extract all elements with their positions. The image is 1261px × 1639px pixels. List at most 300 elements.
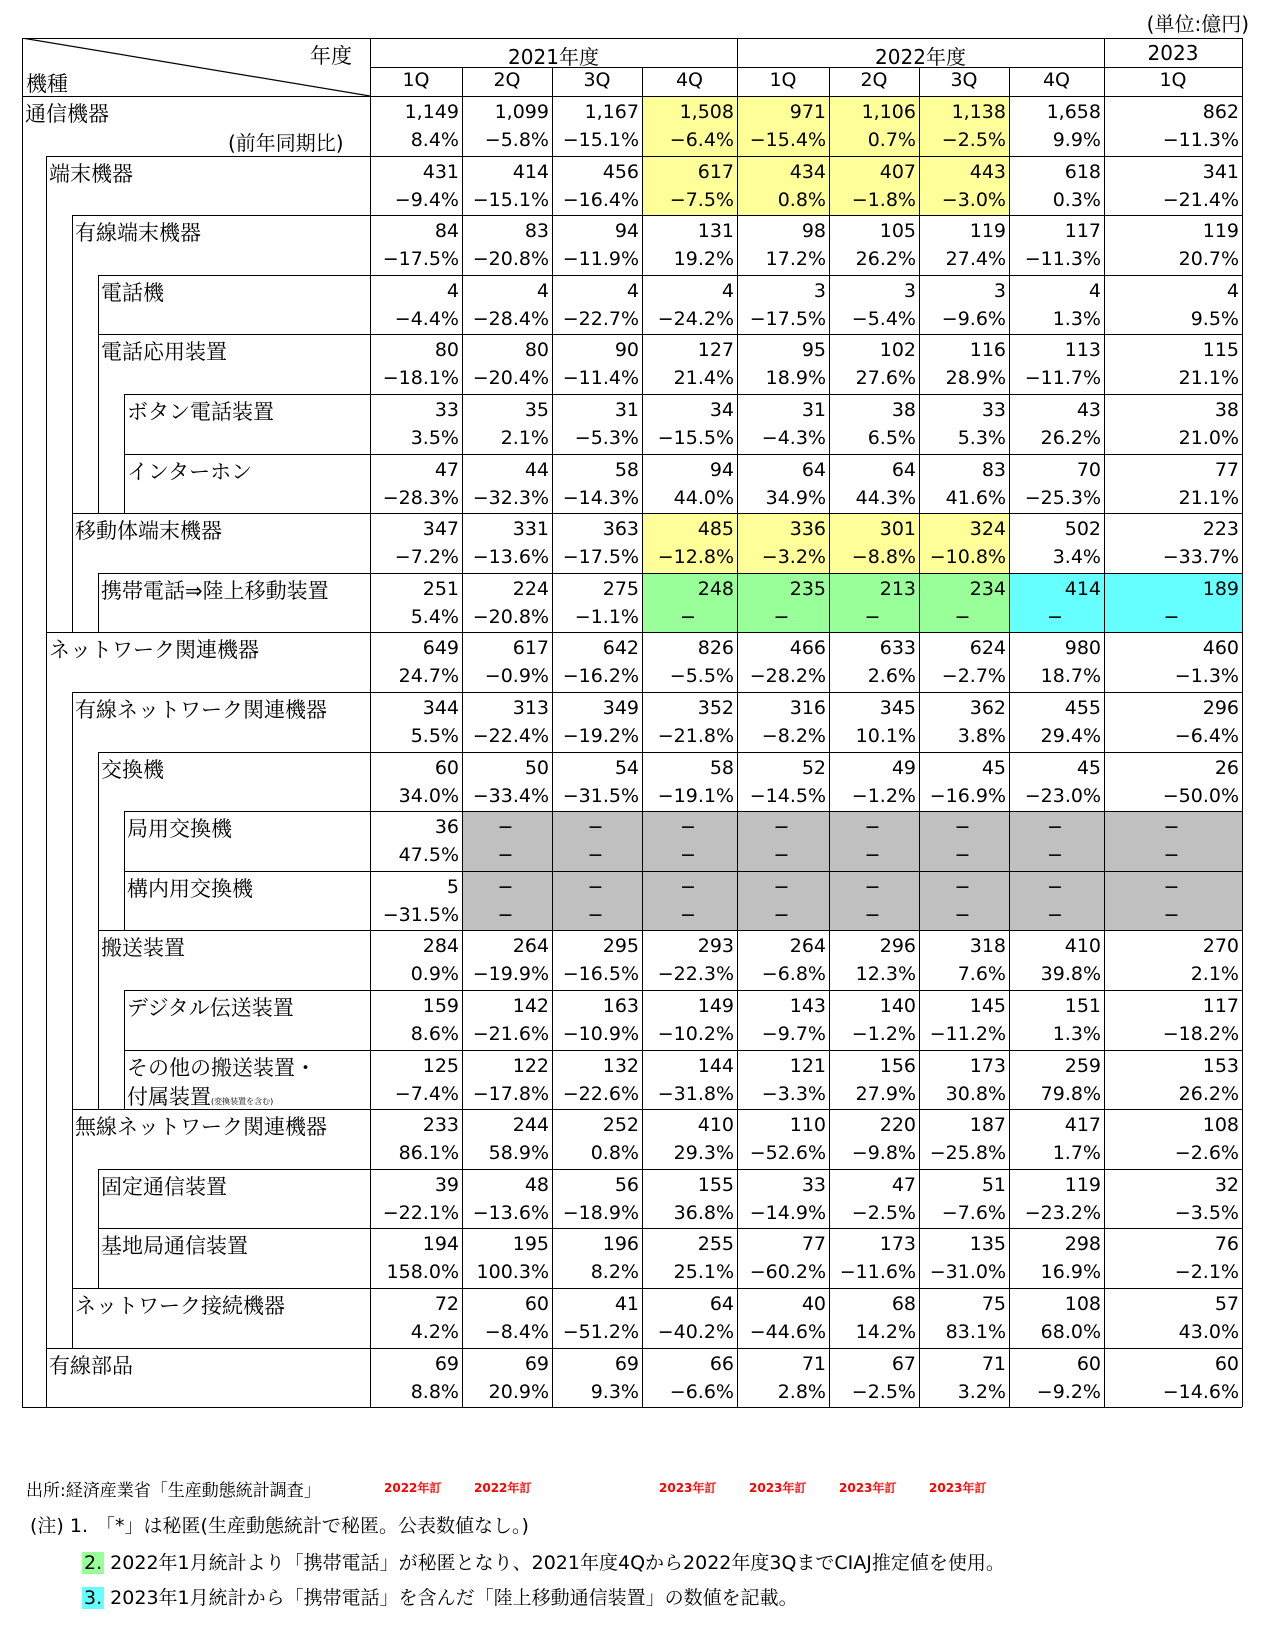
value-cell: 407: [879, 160, 916, 183]
pct-cell: 3.8%: [957, 725, 1006, 747]
pct-cell: −22.6%: [562, 1082, 639, 1105]
pct-cell: 47.5%: [398, 844, 459, 867]
grid-line: [46, 156, 47, 1408]
pct-cell: −5.3%: [574, 427, 639, 449]
row-label: 移動体端末機器: [75, 519, 222, 544]
quarter-header: 3Q: [950, 69, 978, 91]
pct-cell: −: [864, 605, 881, 628]
header-diagonal: [22, 38, 370, 96]
value-cell: 153: [1202, 1054, 1239, 1077]
grid-line: [98, 573, 1242, 574]
value-cell: 122: [512, 1054, 549, 1077]
pct-cell: 158.0%: [386, 1261, 459, 1284]
value-cell: 642: [602, 637, 639, 660]
pct-cell: 41.6%: [945, 486, 1006, 509]
pct-cell: 20.7%: [1178, 248, 1239, 271]
pct-cell: 29.3%: [673, 1142, 734, 1165]
pct-cell: 29.4%: [1040, 725, 1101, 747]
pct-cell: −24.2%: [657, 307, 734, 330]
value-cell: 26: [1214, 756, 1239, 779]
value-cell: 105: [879, 220, 916, 243]
pct-cell: −9.7%: [761, 1023, 826, 1045]
value-cell: 60: [434, 756, 459, 779]
grid-line: [124, 811, 125, 871]
value-cell: 255: [697, 1233, 734, 1256]
value-cell: 125: [422, 1054, 459, 1077]
row-label: 局用交換機: [127, 817, 232, 842]
value-cell: 296: [879, 935, 916, 958]
value-cell: 67: [891, 1352, 916, 1375]
pct-cell: −8.2%: [761, 725, 826, 747]
value-cell: 624: [969, 637, 1006, 660]
value-cell: 633: [879, 637, 916, 660]
pct-cell: 2.8%: [777, 1380, 826, 1403]
revision-mark: 2023年訂: [839, 1481, 897, 1495]
value-cell: 40: [801, 1293, 826, 1315]
pct-cell: −: [1163, 605, 1180, 628]
value-cell: 3: [813, 279, 826, 302]
grid-line: [98, 275, 1242, 276]
value-cell: 51: [981, 1173, 1006, 1196]
value-cell: 64: [891, 458, 916, 481]
grid-line: [124, 394, 1242, 395]
row-label: その他の搬送装置・: [127, 1055, 316, 1080]
pct-cell: 1.3%: [1052, 307, 1101, 330]
grid-line: [72, 1288, 73, 1348]
pct-cell: 19.2%: [673, 248, 734, 271]
value-cell: 341: [1202, 160, 1239, 183]
value-cell: 64: [801, 458, 826, 481]
pct-cell: −44.6%: [749, 1321, 826, 1343]
pct-cell: −: [587, 903, 604, 926]
value-cell: 31: [614, 399, 639, 421]
pct-cell: −7.5%: [669, 188, 734, 211]
value-cell: 60: [524, 1293, 549, 1315]
value-cell: 284: [422, 935, 459, 958]
pct-cell: 68.0%: [1040, 1321, 1101, 1343]
pct-cell: −: [864, 903, 881, 926]
value-cell: 414: [1064, 577, 1101, 600]
unit-label: (単位:億円): [1146, 12, 1249, 36]
row-label: ネットワーク関連機器: [49, 638, 259, 663]
pct-cell: −17.5%: [562, 546, 639, 569]
value-cell: 298: [1064, 1233, 1101, 1256]
value-cell: 4: [626, 279, 639, 302]
value-cell: 75: [981, 1293, 1006, 1315]
pct-cell: −2.5%: [941, 129, 1006, 151]
pct-cell: 1.7%: [1052, 1142, 1101, 1165]
value-cell: −: [1047, 816, 1063, 839]
pct-cell: −9.8%: [851, 1142, 916, 1165]
pct-cell: −16.9%: [929, 784, 1006, 807]
pct-cell: −: [773, 844, 790, 867]
value-cell: 38: [891, 399, 916, 421]
pct-cell: −22.7%: [562, 307, 639, 330]
grid-line: [98, 573, 99, 633]
grid-line: [124, 871, 1242, 872]
grid-line: [1009, 67, 1010, 1407]
pct-cell: −17.8%: [472, 1082, 549, 1105]
pct-cell: 43.0%: [1178, 1321, 1239, 1343]
value-cell: 264: [512, 935, 549, 958]
pct-cell: −: [680, 605, 696, 628]
value-cell: 144: [697, 1054, 734, 1077]
pct-cell: 5.5%: [410, 725, 459, 747]
pct-cell: 36.8%: [673, 1201, 734, 1224]
pct-cell: −25.8%: [929, 1142, 1006, 1165]
pct-cell: 26.2%: [1178, 1082, 1239, 1105]
value-cell: 143: [789, 995, 826, 1017]
pct-cell: −18.9%: [562, 1201, 639, 1224]
value-cell: 4: [536, 279, 549, 302]
value-cell: 127: [697, 339, 734, 362]
grid-line: [462, 67, 463, 1407]
row-label: 通信機器: [25, 102, 109, 126]
grid-line: [98, 752, 1242, 753]
value-cell: 110: [789, 1114, 826, 1137]
value-cell: 259: [1064, 1054, 1101, 1077]
value-cell: −: [587, 875, 604, 898]
value-cell: 142: [512, 995, 549, 1017]
grid-line: [72, 215, 73, 275]
value-cell: 159: [422, 995, 459, 1017]
value-cell: 410: [697, 1114, 734, 1137]
value-cell: 33: [981, 399, 1006, 421]
pct-cell: −19.1%: [657, 784, 734, 807]
pct-cell: −15.1%: [472, 188, 549, 211]
pct-cell: −1.3%: [1174, 665, 1239, 688]
pct-cell: −51.2%: [562, 1321, 639, 1343]
grid-line: [98, 930, 99, 990]
pct-cell: −17.5%: [749, 307, 826, 330]
value-cell: 31: [801, 399, 826, 421]
grid-line: [46, 632, 47, 692]
grid-line: [124, 454, 125, 514]
pct-cell: −11.3%: [1024, 248, 1101, 271]
pct-cell: 10.1%: [855, 725, 916, 747]
value-cell: −: [954, 875, 971, 898]
pct-cell: −25.3%: [1024, 486, 1101, 509]
pct-cell: −6.4%: [1174, 725, 1239, 747]
value-cell: 69: [434, 1352, 459, 1375]
value-cell: 54: [614, 756, 639, 779]
grid-line: [22, 38, 23, 1407]
value-cell: 69: [524, 1352, 549, 1375]
pct-cell: 2.1%: [1190, 963, 1239, 986]
pct-cell: −31.8%: [657, 1082, 734, 1105]
pct-cell: 17.2%: [765, 248, 826, 271]
pct-cell: −3.2%: [761, 546, 826, 569]
pct-cell: 8.6%: [410, 1023, 459, 1045]
value-cell: 5: [446, 875, 459, 898]
value-cell: 233: [422, 1114, 459, 1137]
pct-cell: 21.0%: [1178, 427, 1239, 449]
pct-cell: −19.2%: [562, 725, 639, 747]
row-label: ネットワーク接続機器: [75, 1294, 285, 1318]
pct-cell: −6.4%: [669, 129, 734, 151]
value-cell: 60: [1214, 1352, 1239, 1375]
grid-line: [72, 513, 1242, 514]
value-cell: 77: [801, 1233, 826, 1256]
grid-line: [1104, 38, 1105, 1407]
grid-line: [98, 930, 1242, 931]
value-cell: 156: [879, 1054, 916, 1077]
pct-cell: 27.9%: [855, 1082, 916, 1105]
footnote-text: 2023年1月統計から「携帯電話」を含んだ「陸上移動通信装置」の数値を記載。: [104, 1587, 798, 1609]
grid-line: [46, 1348, 1242, 1349]
pct-cell: −7.4%: [394, 1082, 459, 1105]
pct-cell: 5.4%: [410, 605, 459, 628]
row-sublabel: (前年同期比): [228, 131, 344, 155]
value-cell: 140: [879, 995, 916, 1017]
value-cell: 115: [1202, 339, 1239, 362]
pct-cell: −9.6%: [941, 307, 1006, 330]
value-cell: 4: [721, 279, 734, 302]
pct-cell: 8.2%: [590, 1261, 639, 1284]
grid-line: [552, 67, 553, 1407]
pct-cell: −28.3%: [382, 486, 459, 509]
value-cell: 414: [512, 160, 549, 183]
pct-cell: −22.1%: [382, 1201, 459, 1224]
pct-cell: 20.9%: [488, 1380, 549, 1403]
value-cell: 318: [969, 935, 1006, 958]
pct-cell: −10.9%: [562, 1023, 639, 1045]
value-cell: 223: [1202, 518, 1239, 541]
pct-cell: −15.4%: [749, 129, 826, 151]
grid-line: [370, 38, 371, 1407]
value-cell: 4: [446, 279, 459, 302]
pct-cell: −8.8%: [851, 546, 916, 569]
value-cell: 4: [1088, 279, 1101, 302]
value-cell: 196: [602, 1233, 639, 1256]
grid-line: [98, 1228, 99, 1288]
pct-cell: −31.5%: [382, 903, 459, 926]
row-label: 基地局通信装置: [101, 1234, 248, 1259]
pct-cell: 79.8%: [1040, 1082, 1101, 1105]
revision-mark: 2023年訂: [659, 1481, 717, 1495]
value-cell: 224: [512, 577, 549, 600]
value-cell: 32: [1214, 1173, 1239, 1196]
pct-cell: −0.9%: [484, 665, 549, 688]
pct-cell: 3.2%: [957, 1380, 1006, 1403]
value-cell: 163: [602, 995, 639, 1017]
grid-line: [46, 1348, 47, 1408]
value-cell: 76: [1214, 1233, 1239, 1256]
value-cell: 72: [434, 1293, 459, 1315]
grid-line: [1242, 38, 1243, 1407]
pct-cell: 25.1%: [673, 1261, 734, 1284]
pct-cell: −28.4%: [472, 307, 549, 330]
pct-cell: −23.2%: [1024, 1201, 1101, 1224]
pct-cell: −: [587, 844, 604, 867]
value-cell: 466: [789, 637, 826, 660]
grid-line: [98, 1169, 99, 1229]
value-cell: 145: [969, 995, 1006, 1017]
row-label: デジタル伝送装置: [127, 996, 294, 1020]
value-cell: −: [1163, 816, 1180, 839]
footnote-number: 2.: [84, 1552, 103, 1574]
revision-mark: 2022年訂: [474, 1481, 532, 1495]
pct-cell: 100.3%: [476, 1261, 549, 1284]
value-cell: 71: [981, 1352, 1006, 1375]
pct-cell: −3.0%: [941, 188, 1006, 211]
value-cell: 56: [614, 1173, 639, 1196]
grid-line: [737, 38, 738, 1407]
pct-cell: 2.1%: [500, 427, 549, 449]
value-cell: 502: [1064, 518, 1101, 541]
value-cell: 1,099: [494, 101, 549, 123]
value-cell: 39: [434, 1173, 459, 1196]
value-cell: −: [497, 816, 514, 839]
pct-cell: −11.6%: [839, 1261, 916, 1284]
grid-line: [72, 1109, 73, 1169]
grid-line: [370, 67, 1242, 68]
value-cell: 456: [602, 160, 639, 183]
value-cell: 68: [891, 1293, 916, 1315]
pct-cell: −: [1163, 844, 1180, 867]
pct-cell: 9.9%: [1052, 129, 1101, 151]
value-cell: 220: [879, 1114, 916, 1137]
pct-cell: −17.5%: [382, 248, 459, 271]
pct-cell: −2.5%: [851, 1201, 916, 1224]
row-label: 電話応用装置: [101, 340, 227, 365]
header-diagonal-line: [22, 38, 370, 96]
value-cell: 1,138: [951, 101, 1006, 123]
pct-cell: −: [1047, 605, 1063, 628]
value-cell: 50: [524, 756, 549, 779]
value-cell: −: [1047, 875, 1063, 898]
value-cell: 649: [422, 637, 459, 660]
footnote: [28, 1511, 529, 1538]
pct-cell: 6.5%: [867, 427, 916, 449]
value-cell: 270: [1202, 935, 1239, 958]
pct-cell: −19.9%: [472, 963, 549, 986]
value-cell: 58: [709, 756, 734, 779]
value-cell: 47: [891, 1173, 916, 1196]
pct-cell: 3.5%: [410, 427, 459, 449]
grid-line: [72, 513, 73, 573]
header-kishu: 機種: [26, 72, 68, 96]
quarter-header: 4Q: [1042, 69, 1071, 91]
pct-cell: 27.6%: [855, 367, 916, 390]
pct-cell: 21.1%: [1178, 486, 1239, 509]
value-cell: −: [864, 875, 881, 898]
grid-line: [124, 454, 1242, 455]
pct-cell: −: [1047, 844, 1063, 867]
pct-cell: −31.0%: [929, 1261, 1006, 1284]
pct-cell: −: [954, 844, 971, 867]
revision-mark: 2022年訂: [384, 1481, 442, 1495]
value-cell: 617: [512, 637, 549, 660]
pct-cell: −20.8%: [472, 605, 549, 628]
pct-cell: −52.6%: [749, 1142, 826, 1165]
pct-cell: −5.8%: [484, 129, 549, 151]
pct-cell: −11.9%: [562, 248, 639, 271]
value-cell: 485: [697, 518, 734, 541]
pct-cell: 83.1%: [945, 1321, 1006, 1343]
pct-cell: −21.6%: [472, 1023, 549, 1045]
value-cell: 295: [602, 935, 639, 958]
pct-cell: −2.6%: [1174, 1142, 1239, 1165]
value-cell: −: [773, 875, 790, 898]
value-cell: 41: [614, 1293, 639, 1315]
value-cell: 119: [1064, 1173, 1101, 1196]
pct-cell: −21.8%: [657, 725, 734, 747]
pct-cell: −2.5%: [851, 1380, 916, 1403]
row-label: 搬送装置: [101, 936, 185, 961]
pct-cell: 27.4%: [945, 248, 1006, 271]
footnote-text: 2022年1月統計より「携帯電話」が秘匿となり、2021年度4Qから2022年度3QまでCIAJ推定値を使用。: [104, 1552, 1005, 1574]
pct-cell: −: [954, 605, 971, 628]
quarter-header: 1Q: [769, 69, 797, 91]
value-cell: 345: [879, 697, 916, 719]
pct-cell: 26.2%: [855, 248, 916, 271]
pct-cell: −: [497, 844, 514, 867]
value-cell: 83: [981, 458, 1006, 481]
pct-cell: 4.2%: [410, 1321, 459, 1343]
value-cell: 275: [602, 577, 639, 600]
value-cell: 187: [969, 1114, 1006, 1137]
value-cell: 116: [969, 339, 1006, 362]
value-cell: 70: [1076, 458, 1101, 481]
value-cell: 155: [697, 1173, 734, 1196]
row-label: ボタン電話装置: [127, 400, 274, 424]
row-label: 構内用交換機: [127, 876, 253, 901]
pct-cell: 34.9%: [765, 486, 826, 509]
value-cell: 94: [614, 220, 639, 243]
grid-line: [46, 632, 1242, 633]
value-cell: 94: [709, 458, 734, 481]
value-cell: 443: [969, 160, 1006, 183]
pct-cell: −15.5%: [657, 427, 734, 449]
grid-line: [72, 692, 73, 1348]
pct-cell: −5.4%: [851, 307, 916, 330]
grid-line: [98, 275, 99, 335]
value-cell: −: [587, 816, 604, 839]
pct-cell: −33.7%: [1162, 546, 1239, 569]
pct-cell: 8.4%: [410, 129, 459, 151]
footnote: [82, 1548, 1005, 1575]
value-cell: 251: [422, 577, 459, 600]
value-cell: 3: [903, 279, 916, 302]
pct-cell: −60.2%: [749, 1261, 826, 1284]
value-cell: 460: [1202, 637, 1239, 660]
pct-cell: −9.2%: [1036, 1380, 1101, 1403]
pct-cell: 12.3%: [855, 963, 916, 986]
pct-cell: −: [680, 844, 696, 867]
pct-cell: −: [1163, 903, 1180, 926]
pct-cell: 21.4%: [673, 367, 734, 390]
value-cell: 33: [434, 399, 459, 421]
value-cell: 352: [697, 697, 734, 719]
value-cell: 83: [524, 220, 549, 243]
value-cell: 47: [434, 458, 459, 481]
value-cell: 195: [512, 1233, 549, 1256]
value-cell: 296: [1202, 697, 1239, 719]
value-cell: 66: [709, 1352, 734, 1375]
value-cell: 121: [789, 1054, 826, 1077]
row-label: 無線ネットワーク関連機器: [75, 1115, 327, 1140]
pct-cell: 34.0%: [398, 784, 459, 807]
grid-line: [22, 1407, 1242, 1408]
pct-cell: −4.3%: [761, 427, 826, 449]
grid-line: [919, 67, 920, 1407]
pct-cell: −16.4%: [562, 188, 639, 211]
pct-cell: −18.1%: [382, 367, 459, 390]
pct-cell: −22.3%: [657, 963, 734, 986]
pct-cell: −11.7%: [1024, 367, 1101, 390]
grid-line: [22, 38, 1242, 39]
